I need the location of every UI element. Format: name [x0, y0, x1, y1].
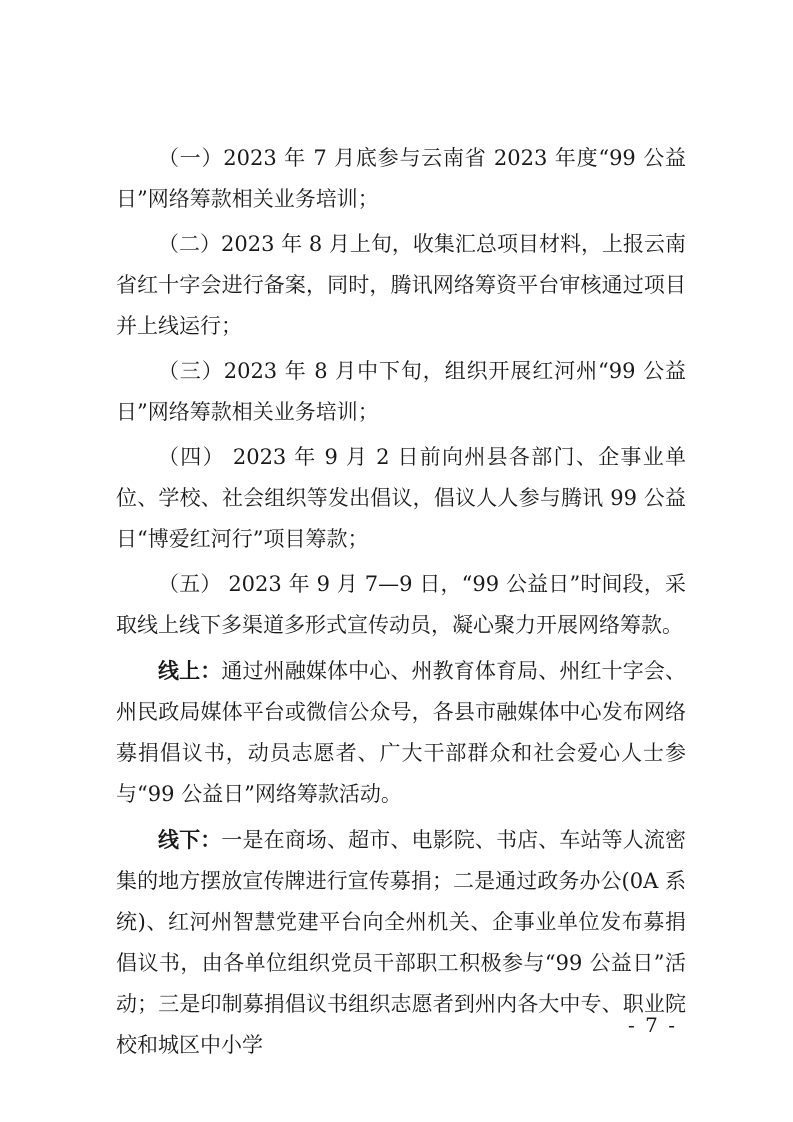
page-number: - 7 - [628, 1013, 677, 1037]
paragraph-online [116, 650, 686, 815]
paragraph-lead-online: 线上： [158, 658, 222, 683]
paragraph-text: （四） 2023 年 9 月 2 日前向州县各部门、企事业单位、学校、社会组织等发出倡议，倡议人人参与腾讯 99 公益日“博爱红河行”项目筹款； [116, 445, 686, 551]
paragraph-5 [116, 564, 686, 646]
paragraph-lead-offline: 线下： [158, 827, 222, 852]
paragraph-text: （一）2023 年 7 月底参与云南省 2023 年度“99 公益日”网络筹款相关业务培训； [116, 146, 686, 211]
paragraph-1 [116, 138, 686, 220]
paragraph-offline [116, 819, 686, 1066]
paragraph-4 [116, 437, 686, 560]
paragraph-text: 通过州融媒体中心、州教育体育局、州红十字会、州民政局媒体平台或微信公众号，各县市融媒体中心发布网络募捐倡议书，动员志愿者、广大干部群众和社会爱心人士参与“99 公益日”网络筹款活动。 [116, 659, 686, 806]
paragraph-2 [116, 224, 686, 347]
document-body [116, 138, 686, 1066]
paragraph-text: 一是在商场、超市、电影院、书店、车站等人流密集的地方摆放宣传牌进行宣传募捐；二是通过政务办公(0A 系统)、红河州智慧党建平台向全州机关、企事业单位发布募捐倡议书，由各单位组织党员干部职工积极参与“99 公益日”活动；三是印制募捐倡议书组织志愿者到州内各大中专、职业院校和城区中小学 [116, 828, 686, 1057]
paragraph-text: （五） 2023 年 9 月 7—9 日，“99 公益日”时间段，采取线上线下多渠道多形式宣传动员，凝心聚力开展网络筹款。 [116, 572, 686, 637]
paragraph-3 [116, 351, 686, 433]
paragraph-text: （三）2023 年 8 月中下旬，组织开展红河州“99 公益日”网络筹款相关业务培训； [116, 359, 686, 424]
paragraph-text: （二）2023 年 8 月上旬，收集汇总项目材料，上报云南省红十字会进行备案，同时，腾讯网络筹资平台审核通过项目并上线运行； [116, 232, 687, 338]
